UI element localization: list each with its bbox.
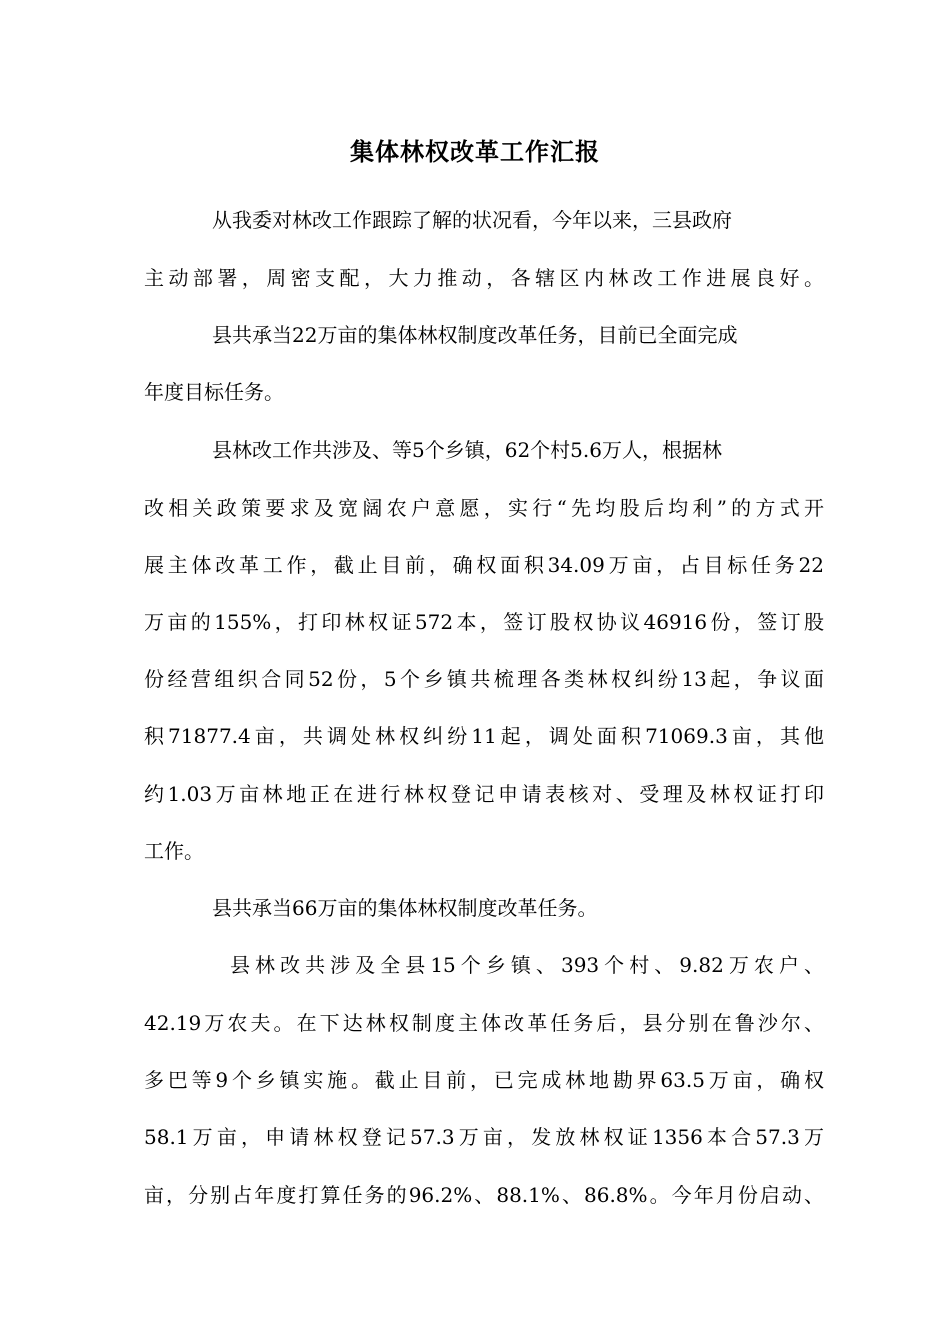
paragraph-line: 58.1万亩，申请林权登记57.3万亩，发放林权证1356本合57.3万 bbox=[144, 1125, 824, 1149]
paragraph-line: 县林改共涉及全县15个乡镇、393个村、9.82万农户、 bbox=[230, 953, 824, 977]
document-title: 集体林权改革工作汇报 bbox=[350, 138, 600, 166]
paragraph-line: 县共承当22万亩的集体林权制度改革任务，目前已全面完成 bbox=[212, 323, 738, 347]
paragraph-line: 积71877.4亩，共调处林权纠纷11起，调处面积71069.3亩，其他 bbox=[144, 724, 824, 748]
paragraph-line: 份经营组织合同52份，5个乡镇共梳理各类林权纠纷13起，争议面 bbox=[144, 667, 824, 691]
paragraph-line: 县共承当66万亩的集体林权制度改革任务。 bbox=[212, 896, 598, 920]
paragraph-line: 年度目标任务。 bbox=[144, 380, 284, 404]
paragraph-line: 万亩的155%，打印林权证572本，签订股权协议46916份，签订股 bbox=[144, 610, 824, 634]
paragraph-line: 主动部署，周密支配，大力推动，各辖区内林改工作进展良好。 bbox=[144, 266, 824, 290]
paragraph-line: 亩，分别占年度打算任务的96.2%、88.1%、86.8%。今年月份启动、 bbox=[144, 1183, 824, 1207]
paragraph-line: 多巴等9个乡镇实施。截止目前，已完成林地勘界63.5万亩，确权 bbox=[144, 1068, 824, 1092]
paragraph-line: 改相关政策要求及宽阔农户意愿，实行“先均股后均利”的方式开 bbox=[144, 496, 824, 520]
paragraph-line: 县林改工作共涉及、等5个乡镇，62个村5.6万人，根据林 bbox=[212, 438, 722, 462]
paragraph-line: 工作。 bbox=[144, 839, 204, 863]
paragraph-line: 从我委对林改工作跟踪了解的状况看，今年以来，三县政府 bbox=[212, 208, 732, 232]
paragraph-line: 约1.03万亩林地正在进行林权登记申请表核对、受理及林权证打印 bbox=[144, 782, 824, 806]
paragraph-line: 42.19万农夫。在下达林权制度主体改革任务后，县分别在鲁沙尔、 bbox=[144, 1011, 824, 1035]
paragraph-line: 展主体改革工作，截止目前，确权面积34.09万亩，占目标任务22 bbox=[144, 553, 824, 577]
